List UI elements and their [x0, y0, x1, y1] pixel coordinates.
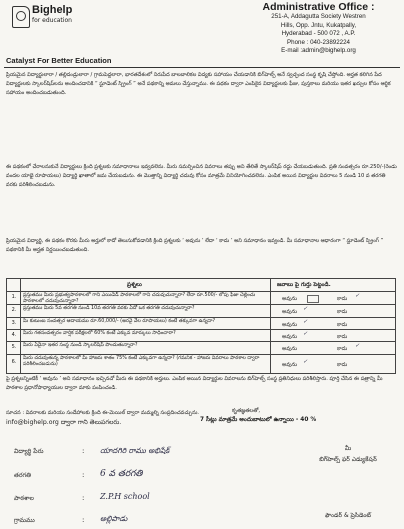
school-label: పాఠశాల [14, 495, 34, 502]
office-title: Administrative Office : [262, 1, 375, 13]
signature-role: ఫౌండర్ & ప్రెసిడెంట్ [324, 512, 372, 519]
contact-note: సూచన : వివరాలకు మరియు సందేహాలకు క్రింది ఈ-మెయిల్ ద్వారా మమ్మల్ని సంప్రదించవచ్చును. [6, 410, 200, 416]
address-line: Hyderabad - 500 072 , A.P. [281, 30, 356, 38]
address-line: Hills, Opp. Jntu, Kukatpally, [280, 21, 357, 29]
student-name-label: విద్యార్థి పేరు [14, 448, 44, 455]
answer-no: కాదు [337, 362, 348, 368]
header-divider [4, 67, 400, 68]
class-label: తరగతి [14, 472, 31, 479]
row-number: 1. [11, 294, 17, 300]
questions-table [6, 278, 396, 374]
office-address-block [237, 1, 400, 56]
question-text: మీరు చదువుతున్న పాఠశాలలో మీ హాజరు శాతం 75% కంటే ఎక్కువగా ఉన్నదా? (గమనిక - హాజరు వివరాలు పాఠశాల ద్వారా పరిశీలించబడును) [23, 355, 260, 368]
handwritten-tick: ✓ [355, 343, 360, 349]
bighelp-logo-icon [12, 6, 30, 28]
tagline: Catalyst For Better Education [6, 56, 112, 65]
yes-checkbox[interactable] [307, 295, 319, 303]
question-text: మీ కుటుంబ సంవత్సర ఆదాయము రూ.60,000/- (అరవై వేల రూపాయలు) కంటే తక్కువగా ఉన్నదా? [23, 318, 216, 324]
class-value[interactable]: 6 వ తరగతి [100, 469, 143, 479]
answer-yes: అవును [282, 309, 298, 315]
handwritten-tick: ✓ [303, 319, 308, 325]
row-number: 4. [11, 332, 17, 338]
row-number: 2. [11, 307, 17, 313]
answer-no: కాదు [337, 296, 348, 302]
row-number: 5. [11, 344, 17, 350]
contact-email-line: info@bighelp.org ద్వారా గాని తెలుపగలరు. [6, 419, 122, 426]
rules-paragraph: ఈ పథకంలో చేరాలనుకునే విద్యార్థులు క్రింది ప్రశ్నలకు సమాధానాలు ఇవ్వవలెను. మీరు సమర్పించిన వివరాలు తప్పు అని తేలితే స్కాలర్‌షిప్ రద్దు చేయబడుతుంది. ప్రతి సంవత్సరం రూ.250/-(రెండు వందల యాభై రూపాయలు) విద్యార్థి ఖాతాలో జమ చేయబడును. ఈ మొత్తాన్ని విద్యార్థి చదువు కోసం మాత్రమే వినియోగించవలెను. ఎంపిక అయిన విద్యార్థుల వివరాలు 5 నుండి 10 వ తరగతి వరకు పరిశీలించబడును. [6, 164, 397, 188]
answer-yes: అవును [282, 334, 298, 340]
handwritten-tick: ✓ [303, 331, 308, 337]
village-value[interactable]: అల్లిపాడు [100, 514, 128, 523]
handwritten-tick: ✓ [355, 293, 360, 299]
handwritten-tick: ✓ [303, 359, 308, 365]
village-label: గ్రామము [14, 517, 35, 524]
phone-line: Phone : 040-23892224 [287, 38, 350, 46]
row-number: 3. [11, 320, 17, 326]
closing-regards: కృతజ్ఞతలతో, [232, 408, 261, 414]
seats-highlight: 7 సీట్లు మాత్రమే అందుబాటులో ఉన్నాయి - 40 % [200, 417, 317, 423]
address-line: 251-A, Addagutta Society Westren [271, 13, 366, 20]
row-number: 6. [11, 359, 17, 365]
colon: : [82, 494, 85, 502]
instruction-paragraph: ప్రియమైన విద్యార్థి, ఈ పథకం కొరకు మీరు అర్హులో కాదో తెలుసుకోవడానికి క్రింది ప్రశ్నలకు ‘ అవును ’ లేదా ‘ కాదు ’ అని సమాధానం ఇవ్వండి. మీ సమాధానాల ఆధారంగా “ స్టూడెంట్ స్ప్రింగ్ ” పథకానికి మీ అర్హత నిర్ణయించబడుతుంది. [6, 238, 384, 253]
colon: : [82, 471, 85, 479]
answer-no: కాదు [337, 334, 348, 340]
intro-paragraph: ప్రియమైన విద్యార్థులారా / తల్లిదండ్రులారా / గ్రామపెద్దలారా, భారతదేశంలో నిరుపేద బాలబాలికల విద్యకు సహాయం చేయడానికి బిగ్‌హెల్ప్ అనే స్వచ్ఛంద సంస్థ కృషి చేస్తోంది. అర్హత కలిగిన పేద విద్యార్థులకు స్కాలర్‌షిప్‌లను అందించడానికి “ స్టూడెంట్ స్ప్రింగ్ ” అనే పథకాన్ని అమలు చేస్తున్నాము. ఈ పథకం ద్వారా ఎంపికైన విద్యార్థులకు ఫీజు, పుస్తకాలు మరియు ఇతర ఖర్చుల కోసం ఆర్థిక సహాయం అందించబడుతుంది. [6, 72, 391, 96]
question-column-header: ప్రశ్నలు [127, 282, 142, 288]
answer-yes: అవును [282, 322, 298, 328]
student-name-value[interactable]: యాదగిరి రాము అభిషేక్ [100, 446, 170, 455]
brand-name: Bighelp [32, 4, 73, 16]
question-text: ప్రస్తుతము మీరు 5వ తరగతి నుండి 10వ తరగతి వరకు ఏదో ఒక తరగతి చదువుచున్నారా? [23, 305, 195, 311]
answer-no: కాదు [337, 346, 348, 352]
colon: : [82, 516, 85, 524]
signature-org: బిగ్‌హెల్ప్ ఫర్ ఎడ్యుకేషన్ [319, 456, 377, 463]
answer-no: కాదు [337, 322, 348, 328]
answer-yes: అవును [282, 346, 298, 352]
answer-yes: అవును [282, 296, 298, 302]
answer-yes: అవును [282, 362, 298, 368]
table-divider [270, 279, 271, 373]
school-value[interactable]: Z.P.H school [100, 492, 150, 501]
answer-no: కాదు [337, 309, 348, 315]
table-divider [20, 279, 21, 373]
colon: : [82, 447, 85, 455]
answer-column-header: జవాబు పై గుర్తు పెట్టండి. [277, 282, 331, 288]
signature-you: మీ [344, 445, 352, 452]
brand-subtitle: for education [32, 17, 72, 24]
question-text: మీరు ఏదైనా ఇతర సంస్థ నుండి స్కాలర్‌షిప్ పొందుతున్నారా? [23, 342, 138, 348]
question-text: మీరు గతసంవత్సరం వార్షిక పరీక్షలలో 60% కంటే ఎక్కువ మార్కులు సాధించారా? [23, 330, 176, 336]
handwritten-tick: ✓ [303, 306, 308, 312]
closing-note: పై ప్రశ్నలన్నింటికీ ‘ అవును ’ అని సమాధానం ఇచ్చినచో మీరు ఈ పథకానికి అర్హులు. ఎంపిక అయిన విద్యార్థుల వివరాలను బిగ్‌హెల్ప్ సంస్థ ప్రతినిధులు పరిశీలిస్తారు. పూర్తి చేసిన ఈ పత్రాన్ని మీ పాఠశాల ప్రధానోపాధ్యాయుల ద్వారా మాకు పంపించండి. [6, 376, 383, 391]
question-text: ప్రస్తుతము మీరు ప్రభుత్వపాఠశాలలో గాని ఎయిడెడ్ పాఠశాలలో గాని చదువుచున్నారా? లేదా రూ.500/- లోపు ఫీజు చెల్లించు పాఠశాలలో చదువుచున్నారా? [23, 292, 256, 304]
email-line: E-mail :admin@bighelp.org [281, 47, 356, 55]
